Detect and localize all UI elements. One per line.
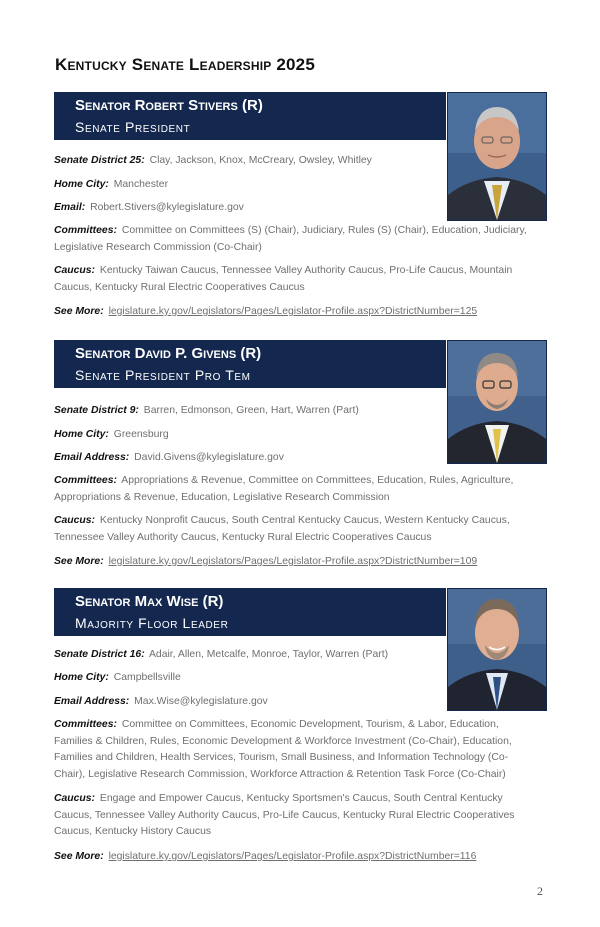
page-number: 2 [537, 884, 543, 898]
home-city-field [54, 427, 169, 444]
field-label: Caucus: [54, 793, 95, 804]
field-value: Committee on Committees, Economic Development, Tourism, & Labor, Education, [121, 719, 499, 730]
see-more-field [54, 554, 477, 571]
field-value-line2: Caucus, Kentucky Rural Electric Cooperatives Caucus [54, 281, 305, 293]
field-value: Greensburg [113, 429, 169, 440]
field-label: Home City: [54, 179, 109, 190]
field-label: Caucus: [54, 515, 95, 526]
profile-link[interactable]: legislature.ky.gov/Legislators/Pages/Legislator-Profile.aspx?DistrictNumber=125 [108, 306, 478, 317]
field-label: Email Address: [54, 696, 130, 707]
field-value: Kentucky Taiwan Caucus, Tennessee Valley Authority Caucus, Pro-Life Caucus, Mountain [99, 265, 513, 276]
senator-photo [447, 588, 547, 711]
page-title: Kentucky Senate Leadership 2025 [55, 55, 315, 74]
field-value-line2: Tennessee Valley Authority Caucus, Kentucky Rural Electric Cooperatives Caucus [54, 531, 432, 543]
senator-card-givens [54, 340, 546, 575]
profile-link[interactable]: legislature.ky.gov/Legislators/Pages/Legislator-Profile.aspx?DistrictNumber=109 [108, 556, 478, 567]
senator-photo [447, 92, 547, 221]
district-field [54, 403, 359, 420]
field-label: See More: [54, 851, 104, 862]
field-label: Committees: [54, 225, 117, 236]
field-value: Kentucky Nonprofit Caucus, South Central Kentucky Caucus, Western Kentucky Caucus, [99, 515, 510, 526]
field-label: See More: [54, 306, 104, 317]
committees-field [54, 223, 527, 256]
field-label: Home City: [54, 672, 109, 683]
see-more-field [54, 304, 477, 321]
senator-photo [447, 340, 547, 464]
see-more-field [54, 849, 476, 866]
senator-card-wise [54, 588, 546, 873]
field-value-line2: Legislative Research Commission (Co-Chair) [54, 241, 262, 253]
field-value: Engage and Empower Caucus, Kentucky Sportsmen's Caucus, South Central Kentucky [99, 793, 503, 804]
email-field [54, 450, 284, 467]
field-label: Senate District 16: [54, 649, 145, 660]
field-value: Committee on Committees (S) (Chair), Judiciary, Rules (S) (Chair), Education, Judiciary, [121, 225, 527, 236]
field-value: Appropriations & Revenue, Committee on Committees, Education, Rules, Agriculture, [121, 475, 514, 486]
field-label: Senate District 25: [54, 155, 145, 166]
caucus-field [54, 513, 510, 546]
committees-field [54, 717, 512, 783]
senator-name: Senator Max Wise (R) [75, 593, 224, 610]
home-city-field [54, 670, 181, 687]
field-value-line4: Chair), Legislative Research Commission, Workforce Attraction & Retention Task Force (Co-Chair) [54, 768, 506, 780]
caucus-field [54, 791, 515, 841]
email-field [54, 694, 268, 711]
field-value: Adair, Allen, Metcalfe, Monroe, Taylor, Warren (Part) [149, 649, 389, 660]
profile-link[interactable]: legislature.ky.gov/Legislators/Pages/Legislator-Profile.aspx?DistrictNumber=116 [108, 851, 477, 862]
caucus-field [54, 263, 512, 296]
email-field [54, 200, 244, 217]
field-value-line2: Families & Children, Rules, Economic Development & Workforce Investment (Co-Chair), Education, [54, 735, 512, 747]
email-value[interactable]: David.Givens@kylegislature.gov [134, 452, 284, 463]
field-value: Barren, Edmonson, Green, Hart, Warren (Part) [143, 405, 359, 416]
senator-banner [54, 92, 446, 140]
field-value-line2: Appropriations & Revenue, Education, Legislative Research Commission [54, 491, 390, 503]
field-value-line2: Caucus, Tennessee Valley Authority Caucus, Pro-Life Caucus, Kentucky Rural Electric Cooperatives [54, 809, 515, 821]
field-label: Committees: [54, 719, 117, 730]
field-label: Email: [54, 202, 86, 213]
senator-role: Senate President Pro Tem [75, 367, 251, 383]
senator-name: Senator Robert Stivers (R) [75, 97, 263, 114]
field-value: Clay, Jackson, Knox, McCreary, Owsley, Whitley [149, 155, 372, 166]
field-label: Senate District 9: [54, 405, 139, 416]
field-label: Email Address: [54, 452, 130, 463]
senator-card-stivers [54, 92, 546, 327]
district-field [54, 153, 372, 170]
field-label: Committees: [54, 475, 117, 486]
field-value: Manchester [113, 179, 169, 190]
committees-field [54, 473, 513, 506]
email-value[interactable]: Max.Wise@kylegislature.gov [134, 696, 268, 707]
senator-banner [54, 588, 446, 636]
senator-banner [54, 340, 446, 388]
field-value-line3: Families and Children, Health Services, Tourism, Small Business, and Information Technology (Co- [54, 752, 509, 763]
field-value: Campbellsville [113, 672, 181, 683]
field-label: See More: [54, 556, 104, 567]
senator-role: Senate President [75, 119, 191, 135]
district-field [54, 647, 388, 664]
home-city-field [54, 177, 168, 194]
senator-name: Senator David P. Givens (R) [75, 345, 262, 362]
email-value[interactable]: Robert.Stivers@kylegislature.gov [90, 202, 244, 213]
senator-role: Majority Floor Leader [75, 615, 229, 631]
field-label: Home City: [54, 429, 109, 440]
field-value-line3: Caucus, Kentucky History Caucus [54, 826, 212, 837]
field-label: Caucus: [54, 265, 95, 276]
